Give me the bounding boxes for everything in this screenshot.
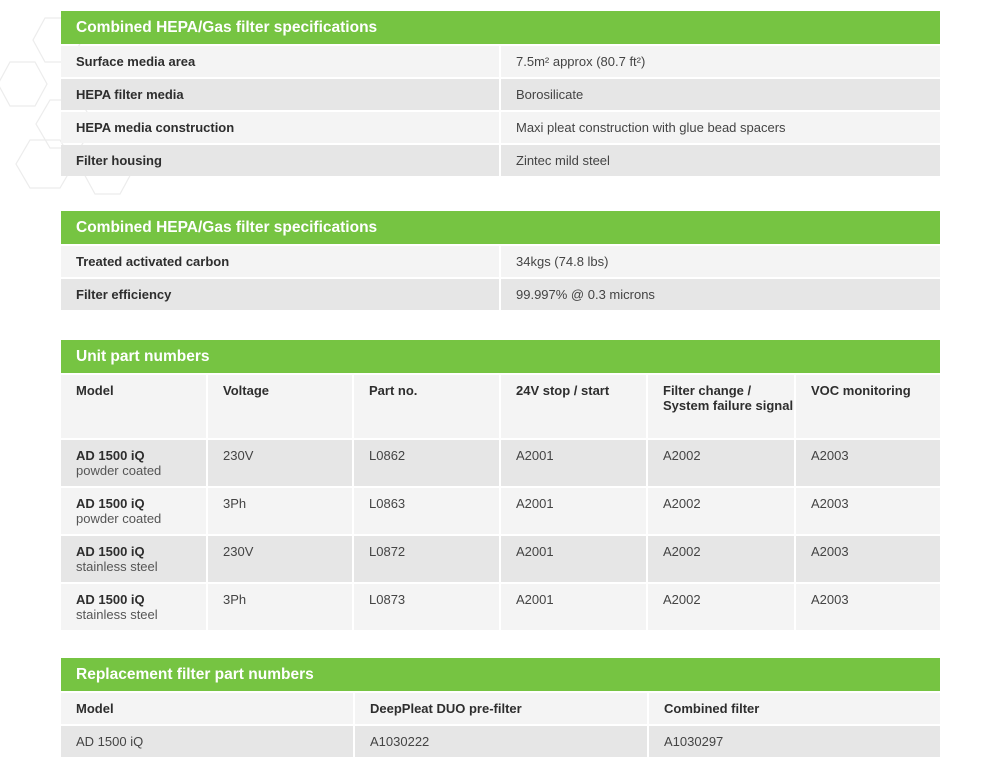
- part-number-cell: L0863: [354, 488, 499, 534]
- spec-label: HEPA filter media: [61, 79, 499, 110]
- table-row: [61, 46, 940, 77]
- column-header: 24V stop / start: [501, 375, 646, 438]
- model-cell: [61, 584, 206, 630]
- voltage-cell: 230V: [208, 440, 352, 486]
- section-title: Combined HEPA/Gas filter specifications: [61, 11, 940, 44]
- section-title: Unit part numbers: [61, 340, 940, 373]
- model-cell: AD 1500 iQ: [61, 726, 353, 757]
- part-number-cell: L0873: [354, 584, 499, 630]
- table-row: [61, 584, 940, 630]
- stop-start-cell: A2001: [501, 440, 646, 486]
- column-header: Part no.: [354, 375, 499, 438]
- filter-change-cell: A2002: [648, 440, 794, 486]
- column-header: Filter change / System failure signal: [648, 375, 794, 438]
- model-name: AD 1500 iQ: [76, 496, 145, 511]
- table-row: [61, 79, 940, 110]
- column-header: Voltage: [208, 375, 352, 438]
- spec-section-1: [61, 11, 940, 176]
- section-title: Replacement filter part numbers: [61, 658, 940, 691]
- column-header: Model: [61, 375, 206, 438]
- replacement-part-numbers-section: [61, 658, 940, 757]
- voltage-cell: 3Ph: [208, 584, 352, 630]
- stop-start-cell: A2001: [501, 536, 646, 582]
- stop-start-cell: A2001: [501, 488, 646, 534]
- model-finish: powder coated: [76, 511, 162, 526]
- voltage-cell: 230V: [208, 536, 352, 582]
- stop-start-cell: A2001: [501, 584, 646, 630]
- spec-section-2: [61, 211, 940, 310]
- spec-value: Borosilicate: [501, 79, 940, 110]
- column-header: VOC monitoring: [796, 375, 940, 438]
- filter-change-cell: A2002: [648, 488, 794, 534]
- table-row: [61, 440, 940, 486]
- model-name: AD 1500 iQ: [76, 592, 145, 607]
- spec-label: HEPA media construction: [61, 112, 499, 143]
- spec-label: Treated activated carbon: [61, 246, 499, 277]
- filter-change-cell: A2002: [648, 584, 794, 630]
- model-cell: [61, 488, 206, 534]
- model-finish: stainless steel: [76, 559, 158, 574]
- part-number-cell: L0862: [354, 440, 499, 486]
- table-header-row: [61, 375, 940, 438]
- column-header: Model: [61, 693, 353, 724]
- pre-filter-cell: A1030222: [355, 726, 647, 757]
- column-header: DeepPleat DUO pre-filter: [355, 693, 647, 724]
- voltage-cell: 3Ph: [208, 488, 352, 534]
- table-row: [61, 246, 940, 277]
- voc-monitoring-cell: A2003: [796, 584, 940, 630]
- part-number-cell: L0872: [354, 536, 499, 582]
- column-header: Combined filter: [649, 693, 940, 724]
- table-row: [61, 488, 940, 534]
- voc-monitoring-cell: A2003: [796, 440, 940, 486]
- model-name: AD 1500 iQ: [76, 544, 145, 559]
- model-finish: stainless steel: [76, 607, 158, 622]
- spec-value: Maxi pleat construction with glue bead spacers: [501, 112, 940, 143]
- model-cell: [61, 536, 206, 582]
- voc-monitoring-cell: A2003: [796, 536, 940, 582]
- table-row: [61, 726, 940, 757]
- section-title: Combined HEPA/Gas filter specifications: [61, 211, 940, 244]
- table-row: [61, 145, 940, 176]
- table-row: [61, 279, 940, 310]
- model-cell: [61, 440, 206, 486]
- unit-part-numbers-section: [61, 340, 940, 630]
- table-row: [61, 536, 940, 582]
- table-row: [61, 112, 940, 143]
- spec-value: 34kgs (74.8 lbs): [501, 246, 940, 277]
- model-name: AD 1500 iQ: [76, 448, 145, 463]
- spec-label: Filter efficiency: [61, 279, 499, 310]
- model-finish: powder coated: [76, 463, 162, 478]
- spec-value: 99.997% @ 0.3 microns: [501, 279, 940, 310]
- spec-label: Surface media area: [61, 46, 499, 77]
- table-header-row: [61, 693, 940, 724]
- filter-change-cell: A2002: [648, 536, 794, 582]
- spec-value: Zintec mild steel: [501, 145, 940, 176]
- voc-monitoring-cell: A2003: [796, 488, 940, 534]
- combined-filter-cell: A1030297: [649, 726, 940, 757]
- spec-label: Filter housing: [61, 145, 499, 176]
- spec-value: 7.5m² approx (80.7 ft²): [501, 46, 940, 77]
